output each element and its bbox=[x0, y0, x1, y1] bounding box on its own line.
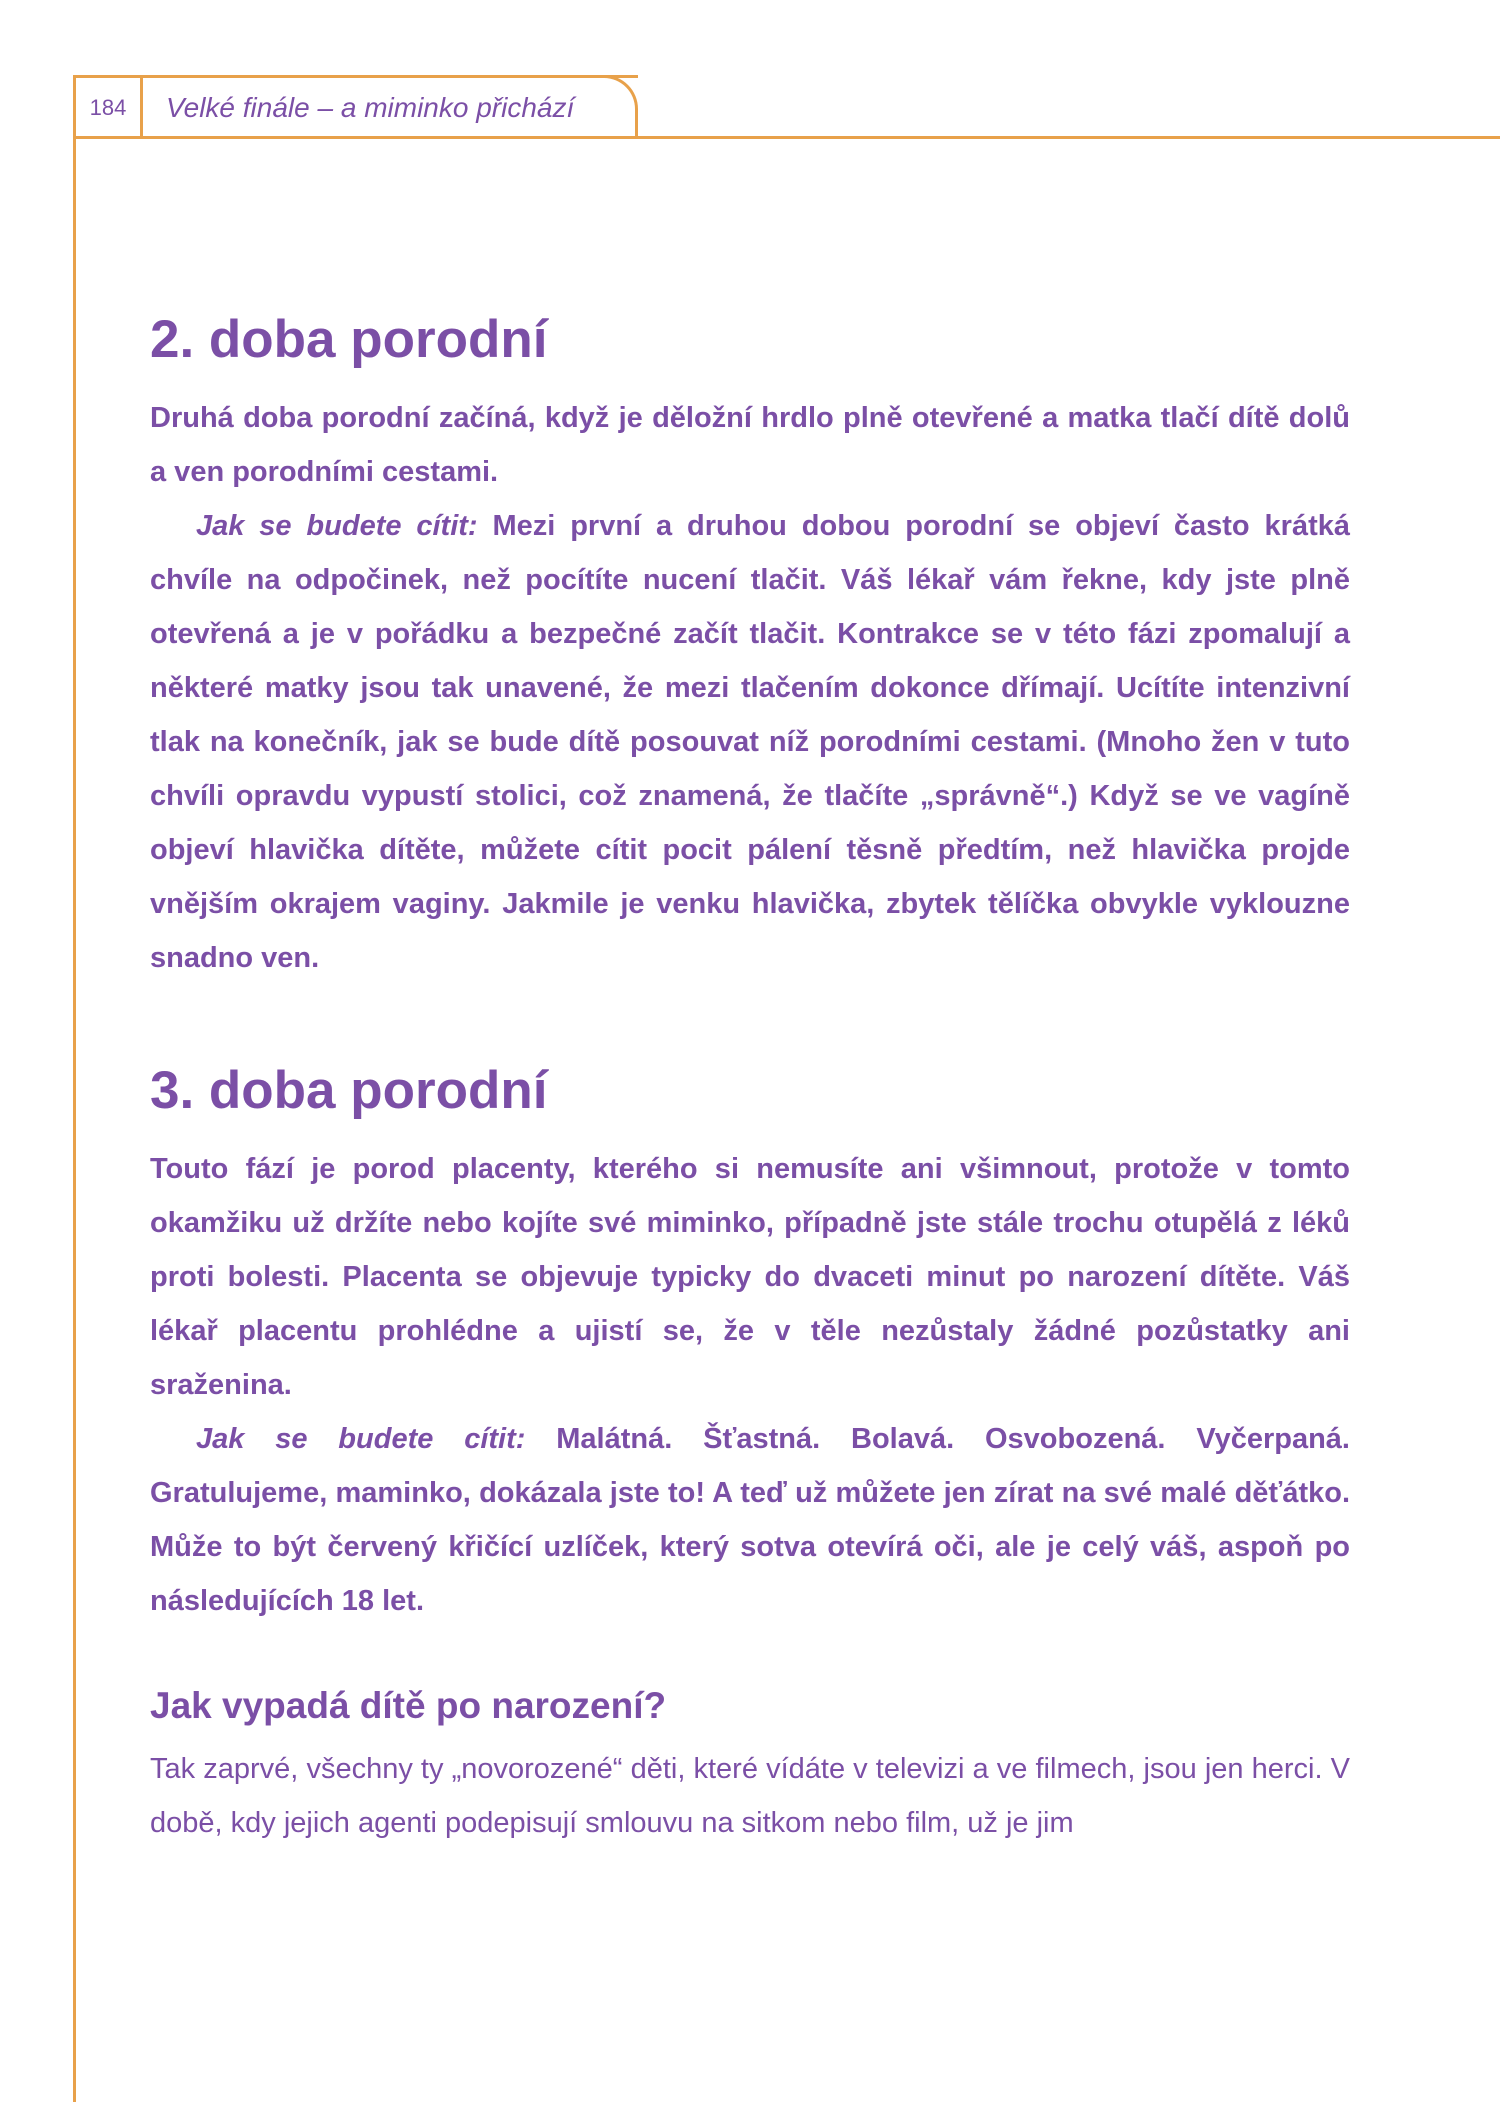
page-frame-left-rule bbox=[73, 75, 76, 2102]
subsection-newborn-appearance bbox=[150, 1684, 1350, 1850]
section-intro-paragraph: Druhá doba porodní začíná, když je děložní hrdlo plně otevřené a matka tlačí dítě dolů a ven porodními cestami. bbox=[150, 401, 1350, 488]
page-content bbox=[150, 310, 1350, 1850]
page-number-divider bbox=[140, 75, 143, 139]
subsection-paragraph: Tak zaprvé, všechny ty „novorozené“ děti, které vídáte v televizi a ve filmech, jsou jen herci. V době, kdy jejich agenti podepisují smlouvu na sitkom nebo film, už je jim bbox=[150, 1753, 1350, 1840]
running-title: Velké finále – a miminko přichází bbox=[166, 92, 575, 123]
page-number: 184 bbox=[89, 95, 127, 120]
section-second-stage bbox=[150, 310, 1350, 985]
section-spacer bbox=[150, 985, 1350, 1061]
feelings-lead-in: Jak se budete cítit: bbox=[196, 1422, 526, 1455]
section-heading: 2. doba porodní bbox=[150, 310, 548, 369]
section-feelings-paragraph bbox=[150, 1412, 1350, 1628]
section-heading: 3. doba porodní bbox=[150, 1060, 548, 1120]
section-feelings-paragraph bbox=[150, 499, 1350, 985]
header-tab-corner bbox=[598, 75, 638, 139]
subsection-spacer bbox=[150, 1628, 1350, 1684]
feelings-lead-in: Jak se budete cítit: bbox=[196, 509, 478, 542]
feelings-text: Mezi první a druhou dobou porodní se objeví často krátká chvíle na odpočinek, než pocítíte nucení tlačit. Váš lékař vám řekne, kdy jste plně otevřená a je v pořádku a bezpečné začít tlačit. Kontrakce se v této fázi zpomalují a některé matky jsou tak unavené, že mezi tlačením dokonce dřímají. Ucítíte intenzivní tlak na konečník, jak se bude dítě posouvat níž porodními cestami. (Mnoho žen v tuto chvíli opravdu vypustí stolici, což znamená, že tlačíte „správně“.) Když se ve vagíně objeví hlavička dítěte, můžete cítit pocit pálení těsně předtím, než hlavička projde vnějším okrajem vaginy. Jakmile je venku hlavička, zbytek tělíčka obvykle vyklouzne snadno ven. bbox=[150, 509, 1350, 974]
feelings-text: Malátná. Šťastná. Bolavá. Osvobozená. Vyčerpaná. Gratulujeme, maminko, dokázala jste to! A teď už můžete jen zírat na své malé děťátko. Může to být červený křičící uzlíček, který sotva otevírá oči, ale je celý váš, aspoň po následujících 18 let. bbox=[150, 1422, 1350, 1617]
section-intro-paragraph: Touto fází je porod placenty, kterého si nemusíte ani všimnout, protože v tomto okamžiku už držíte nebo kojíte své miminko, případně jste stále trochu otupělá z léků proti bolesti. Placenta se objevuje typicky do dvaceti minut po narození dítěte. Váš lékař placentu prohlédne a ujistí se, že v těle nezůstaly žádné pozůstatky ani sraženina. bbox=[150, 1152, 1350, 1401]
subsection-heading: Jak vypadá dítě po narození? bbox=[150, 1684, 667, 1726]
section-third-stage bbox=[150, 1061, 1350, 1628]
